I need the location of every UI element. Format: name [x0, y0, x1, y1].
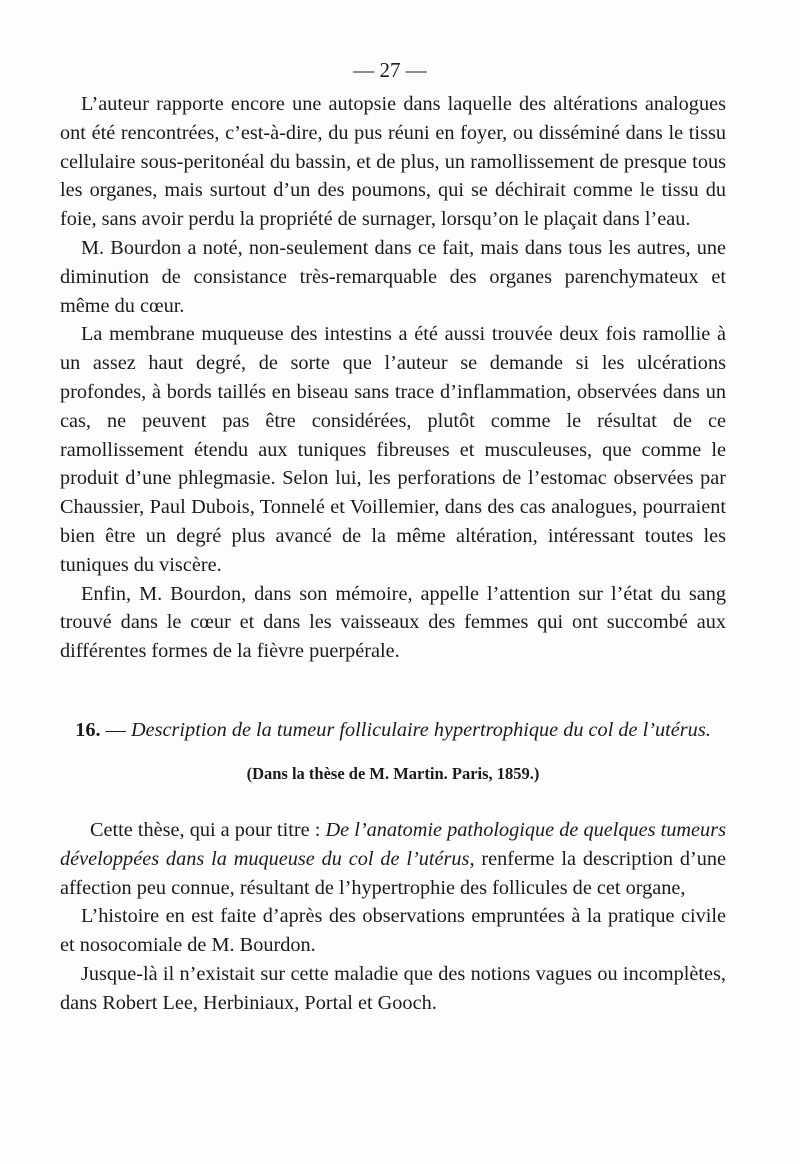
section-heading: [60, 718, 726, 742]
paragraph-etat-du-sang: Enfin, M. Bourdon, dans son mémoire, appelle l’attention sur l’état du sang trouvé dans le cœur et dans les vaisseaux des femmes qui ont succombé aux différentes formes de la fièvre puerpérale.: [60, 582, 726, 663]
paragraph-bourdon-consistance: M. Bourdon a noté, non-seulement dans ce fait, mais dans tous les autres, une diminution de consistance très-remarquable des organes parenchymateux et même du cœur.: [60, 236, 726, 317]
paragraph-membrane-muqueuse: La membrane muqueuse des intestins a été aussi trouvée deux fois ramollie à un assez haut degré, de sorte que l’auteur se demande si les ulcérations profondes, à bords taillés en biseau sans trace d’inflammation, observées dans un cas, ne peuvent pas être considérées, plutôt comme le résultat de ce ramollissement étendu aux tuniques fibreuses et musculeuses, que comme le produit d’une phlegmasie. Selon lui, les perforations de l’estomac observées par Chaussier, Paul Dubois, Tonnelé et Voillemier, dans des cas analogues, pourraient bien être un degré plus avancé de la même altération, intéressant toutes les tuniques du viscère.: [60, 323, 726, 576]
paragraph-autopsie: L’auteur rapporte encore une autopsie dans laquelle des altérations analogues ont été rencontrées, c’est-à-dire, du pus réuni en foyer, ou disséminé dans le tissu cellulaire sous-peritonéal du bassin, et de plus, un ramollissement de presque tous les organes, mais surtout d’un des poumons, qui se déchirait comme le tissu du foie, sans avoir perdu la propriété de surnager, lorsqu’on le plaçait dans l’eau.: [60, 93, 726, 231]
section-source-note: (Dans la thèse de M. Martin. Paris, 1859.): [246, 763, 540, 783]
section-dash: —: [105, 718, 126, 741]
these-title: De l’anatomie pathologique de quelques tumeurs développées dans la muqueuse du col de l’utérus,: [60, 818, 726, 870]
paragraph-jusque-la: Jusque-là il n’existait sur cette maladie que des notions vagues ou incomplètes, dans Robert Lee, Herbiniaux, Portal et Gooch.: [60, 962, 726, 1014]
paragraph-these: [60, 816, 726, 902]
page-number: — 27 —: [353, 58, 427, 82]
paragraph-histoire: L’histoire en est faite d’après des observations empruntées à la pratique civile et nosocomiale de M. Bourdon.: [60, 905, 726, 957]
section-title-text: Description de la tumeur folliculaire hypertrophique du col de l’utérus.: [130, 718, 711, 741]
these-rest: renferme la description d’une affection peu connue, résultant de l’hypertrophie des follicules de cet organe,: [60, 847, 727, 899]
these-lead: Cette thèse, qui a pour titre :: [90, 818, 321, 841]
section-number: 16.: [75, 718, 101, 741]
body-text: [60, 90, 726, 1018]
